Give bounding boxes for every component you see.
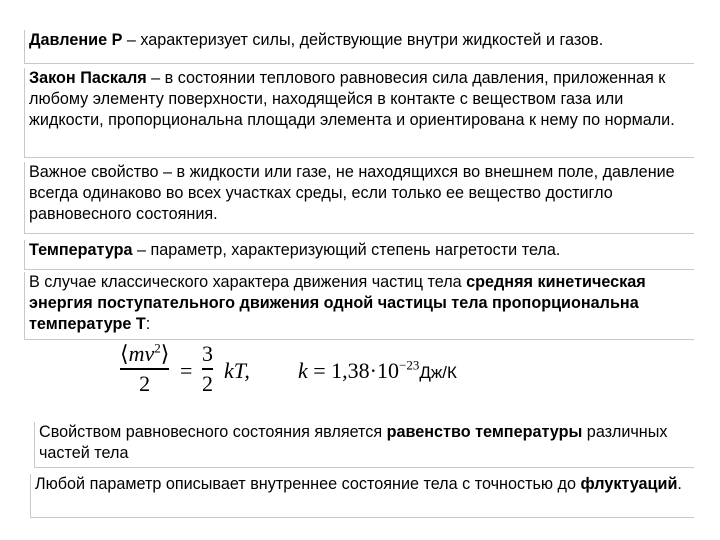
pascal-law [24,68,694,158]
fluctuation-statement [30,474,694,518]
lhs-denominator: 2 [139,370,151,396]
kT-symbol: kT, [224,358,250,383]
temperature-text: – параметр, характеризующий степень нагретости тела. [132,241,561,259]
rhs-fraction [202,340,213,398]
equilibrium-property [34,422,694,468]
angle-close: ⟩ [160,341,170,366]
pascal-term: Закон Паскаля [29,69,147,87]
rhs-numerator: 3 [202,341,213,366]
equilibrium-plain: Свойством равновесного состояния является [39,423,387,441]
important-property [24,162,694,234]
k-symbol: k [298,358,308,383]
pascal-text: – в состоянии теплового равновесия сила давления, приложенная к любому элементу поверхности, находящейся в контакте с веществом газа или жидкости, пропорциональна площади элемента и ориентирована к нему по нормали. [29,69,675,129]
square-exponent: 2 [154,340,161,356]
equilibrium-tail: различных частей тела [39,423,668,462]
fluctuation-bold: флуктуаций [580,475,678,493]
pressure-definition [24,30,694,64]
pressure-term: Давление Р [29,31,123,49]
angle-open: ⟨ [120,341,129,366]
equilibrium-bold: равенство температуры [386,423,583,441]
temperature-term: Температура [29,241,133,259]
kinetic-plain: В случае классического характера движения частиц тела [29,273,467,291]
mv-symbol: mv [128,341,155,366]
kinetic-energy-statement [24,272,694,340]
important-property-text: Важное свойство – в жидкости или газе, не находящихся во внешнем поле, давление всегда одинаково во всех участках среды, если только ее вещество достигло равновесного состояния. [29,163,675,223]
boltzmann-constant [298,358,457,384]
rhs-denominator: 2 [202,370,213,396]
pressure-text: – характеризует силы, действующие внутри жидкостей и газов. [122,31,604,49]
fluctuation-tail: . [677,475,682,493]
k-exponent: −23 [399,357,420,373]
kinetic-bold: средняя кинетическая энергия поступательного движения одной частицы тела пропорциональна температуре Т [29,273,646,333]
k-value: = 1,38·10 [307,358,399,383]
lhs-fraction [120,340,169,398]
kinetic-energy-formula [120,340,600,406]
unit-label: Дж/К [419,363,457,382]
kinetic-tail: : [145,315,151,333]
temperature-definition [24,240,694,270]
equals-sign: = [180,358,193,383]
fluctuation-plain: Любой параметр описывает внутреннее состояние тела с точностью до [35,475,581,493]
